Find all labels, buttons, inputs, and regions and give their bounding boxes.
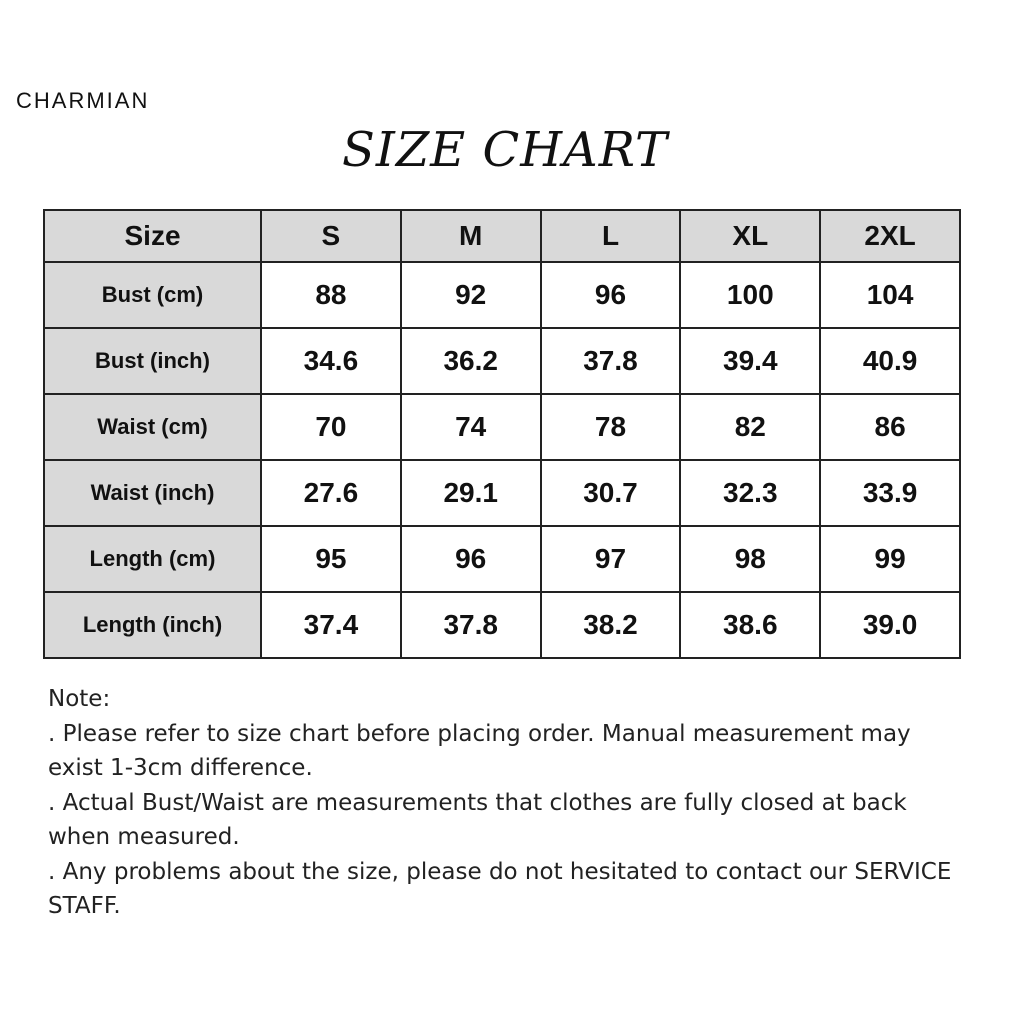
- notes-heading: Note:: [48, 686, 111, 712]
- table-cell: 100: [680, 262, 820, 328]
- brand-logo: CHARMIAN: [16, 88, 150, 113]
- row-label: Bust (inch): [44, 328, 261, 394]
- table-cell: 98: [680, 526, 820, 592]
- size-chart-table: [43, 209, 961, 659]
- header-size: Size: [44, 210, 261, 262]
- table-cell: 38.6: [680, 592, 820, 658]
- row-label: Waist (inch): [44, 460, 261, 526]
- table-cell: 92: [401, 262, 541, 328]
- row-label: Length (cm): [44, 526, 261, 592]
- note-item: . Please refer to size chart before placing order. Manual measurement may exist 1-3cm difference.: [48, 720, 911, 781]
- table-cell: 36.2: [401, 328, 541, 394]
- table-cell: 95: [261, 526, 401, 592]
- table-cell: 88: [261, 262, 401, 328]
- table-cell: 78: [541, 394, 681, 460]
- table-cell: 37.8: [401, 592, 541, 658]
- header-2xl: 2XL: [820, 210, 960, 262]
- table-cell: 104: [820, 262, 960, 328]
- row-label: Waist (cm): [44, 394, 261, 460]
- table-row: [44, 526, 960, 592]
- table-cell: 99: [820, 526, 960, 592]
- note-item: . Any problems about the size, please do not hesitated to contact our SERVICE STAFF.: [48, 858, 952, 919]
- table-row: [44, 328, 960, 394]
- table-cell: 37.8: [541, 328, 681, 394]
- note-item: . Actual Bust/Waist are measurements that clothes are fully closed at back when measured.: [48, 789, 907, 850]
- header-xl: XL: [680, 210, 820, 262]
- table-cell: 37.4: [261, 592, 401, 658]
- header-s: S: [261, 210, 401, 262]
- table-cell: 33.9: [820, 460, 960, 526]
- table-cell: 39.0: [820, 592, 960, 658]
- table-row: [44, 592, 960, 658]
- table-cell: 34.6: [261, 328, 401, 394]
- header-l: L: [541, 210, 681, 262]
- notes-section: [48, 682, 968, 924]
- table-row: [44, 262, 960, 328]
- row-label: Length (inch): [44, 592, 261, 658]
- table-cell: 29.1: [401, 460, 541, 526]
- table-cell: 96: [541, 262, 681, 328]
- table-cell: 86: [820, 394, 960, 460]
- table-cell: 96: [401, 526, 541, 592]
- table-cell: 39.4: [680, 328, 820, 394]
- table-cell: 82: [680, 394, 820, 460]
- page-title: SIZE CHART: [341, 122, 669, 178]
- table-cell: 30.7: [541, 460, 681, 526]
- row-label: Bust (cm): [44, 262, 261, 328]
- table-cell: 70: [261, 394, 401, 460]
- table-cell: 38.2: [541, 592, 681, 658]
- table-cell: 40.9: [820, 328, 960, 394]
- table-cell: 32.3: [680, 460, 820, 526]
- table-row: [44, 460, 960, 526]
- table-row: [44, 394, 960, 460]
- table-cell: 97: [541, 526, 681, 592]
- table-cell: 27.6: [261, 460, 401, 526]
- header-m: M: [401, 210, 541, 262]
- table-cell: 74: [401, 394, 541, 460]
- table-header-row: [44, 210, 960, 262]
